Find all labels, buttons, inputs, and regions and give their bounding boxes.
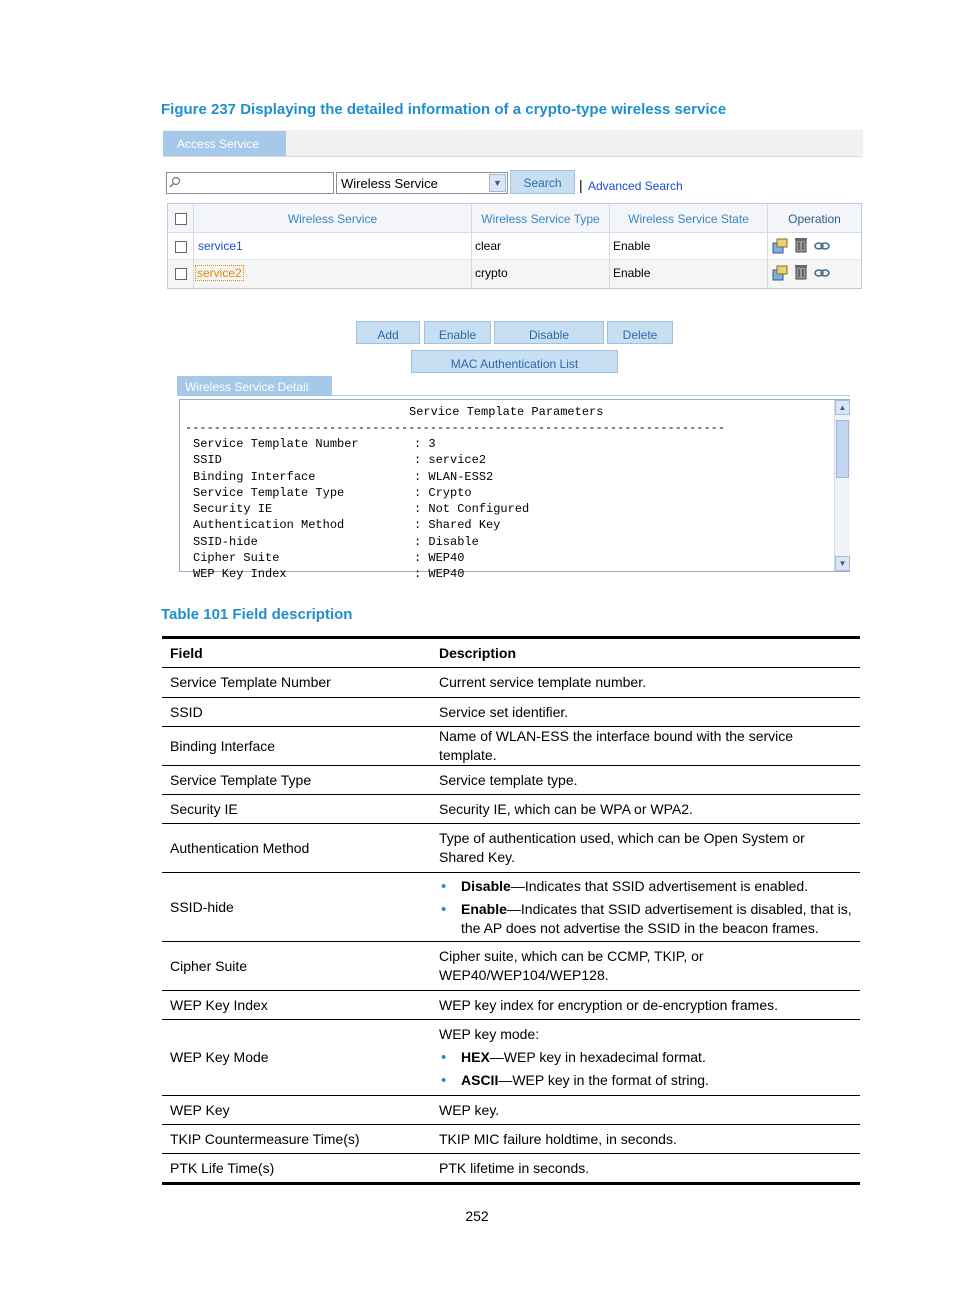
param-key: Security IE bbox=[193, 502, 273, 517]
mac-authentication-list-button[interactable]: MAC Authentication List bbox=[411, 350, 618, 373]
param-key: Service Template Number bbox=[193, 437, 359, 451]
param-key: Authentication Method bbox=[193, 518, 345, 533]
field-cell: Binding Interface bbox=[162, 727, 431, 766]
table-row bbox=[162, 668, 860, 698]
search-icon bbox=[169, 176, 181, 188]
row-checkbox[interactable] bbox=[175, 268, 187, 280]
header-field: Field bbox=[162, 638, 431, 668]
param-key: WEP Key Index bbox=[193, 567, 287, 582]
field-cell: WEP Key bbox=[162, 1096, 431, 1125]
col-header-service-state[interactable]: Wireless Service State bbox=[628, 212, 749, 226]
param-value: WLAN-ESS2 bbox=[428, 469, 494, 484]
param-row: Security IE : Not Configured bbox=[193, 502, 530, 517]
bullet-text: —WEP key in hexadecimal format. bbox=[489, 1049, 706, 1065]
field-cell: PTK Life Time(s) bbox=[162, 1154, 431, 1184]
detail-title: Service Template Parameters bbox=[409, 405, 604, 419]
param-value: WEP40 bbox=[428, 551, 465, 566]
detail-tab-line bbox=[177, 395, 850, 396]
table-row bbox=[162, 873, 860, 942]
table-row bbox=[162, 698, 860, 727]
field-cell: Security IE bbox=[162, 795, 431, 824]
bullet-item bbox=[453, 1048, 852, 1067]
disable-button[interactable]: Disable bbox=[494, 321, 604, 344]
table-row bbox=[162, 766, 860, 795]
bullet-term: HEX bbox=[461, 1049, 490, 1065]
table-row bbox=[162, 1020, 860, 1096]
desc-cell: Service template type. bbox=[431, 766, 860, 795]
row-checkbox[interactable] bbox=[175, 241, 187, 253]
service-state: Enable bbox=[613, 239, 651, 253]
field-cell: WEP Key Mode bbox=[162, 1020, 431, 1096]
desc-cell: Service set identifier. bbox=[431, 698, 860, 727]
param-key: Service Template Type bbox=[193, 485, 345, 500]
field-cell: SSID bbox=[162, 698, 431, 727]
delete-icon[interactable] bbox=[793, 264, 809, 280]
bullet-term: ASCII bbox=[461, 1072, 499, 1088]
detail-icon[interactable] bbox=[772, 265, 788, 281]
figure-caption: Figure 237 Displaying the detailed information of a crypto-type wireless service bbox=[161, 101, 727, 118]
bullet-item bbox=[453, 877, 852, 896]
bullet-term: Disable bbox=[461, 877, 511, 894]
advanced-search-link[interactable]: Advanced Search bbox=[588, 179, 683, 193]
delete-icon[interactable] bbox=[793, 237, 809, 253]
desc-cell bbox=[431, 873, 860, 942]
bullet-text: —WEP key in the format of string. bbox=[498, 1072, 709, 1088]
row-highlight bbox=[168, 260, 861, 288]
param-row: SSID-hide : Disable bbox=[193, 534, 479, 549]
header-description: Description bbox=[431, 638, 860, 668]
tab-access-service[interactable]: Access Service bbox=[163, 131, 286, 156]
bullet-item bbox=[453, 1071, 852, 1090]
desc-cell: Name of WLAN-ESS the interface bound with the service template. bbox=[431, 727, 860, 766]
field-cell: SSID-hide bbox=[162, 873, 431, 942]
desc-cell: PTK lifetime in seconds. bbox=[431, 1154, 860, 1184]
service-type: crypto bbox=[475, 266, 508, 280]
bullet-list bbox=[439, 1048, 852, 1090]
page-number: 252 bbox=[465, 1208, 489, 1224]
param-value: WEP40 bbox=[428, 567, 465, 582]
param-row: Cipher Suite : WEP40 bbox=[193, 551, 465, 566]
bullet-term: Enable bbox=[461, 900, 507, 917]
table-row bbox=[162, 824, 860, 873]
bullet-text: —Indicates that SSID advertisement is enabled. bbox=[510, 877, 809, 894]
desc-cell: TKIP MIC failure holdtime, in seconds. bbox=[431, 1125, 860, 1154]
col-header-wireless-service[interactable]: Wireless Service bbox=[287, 212, 378, 226]
desc-cell: Type of authentication used, which can be Open System or Shared Key. bbox=[431, 824, 860, 873]
param-key: SSID-hide bbox=[193, 534, 258, 549]
param-key: Cipher Suite bbox=[193, 551, 280, 566]
desc-cell: Security IE, which can be WPA or WPA2. bbox=[431, 795, 860, 824]
scroll-down-icon[interactable]: ▼ bbox=[835, 556, 850, 571]
bind-link-icon[interactable] bbox=[814, 238, 830, 254]
param-key: Binding Interface bbox=[193, 469, 316, 484]
desc-cell: Cipher suite, which can be CCMP, TKIP, or WEP40/WEP104/WEP128. bbox=[431, 942, 860, 991]
search-input[interactable] bbox=[166, 172, 334, 194]
enable-button[interactable]: Enable bbox=[424, 321, 491, 344]
scroll-up-icon[interactable]: ▲ bbox=[835, 400, 850, 415]
field-cell: TKIP Countermeasure Time(s) bbox=[162, 1125, 431, 1154]
desc-cell: WEP key index for encryption or de-encryption frames. bbox=[431, 991, 860, 1020]
param-row: SSID : service2 bbox=[193, 453, 487, 468]
field-cell: WEP Key Index bbox=[162, 991, 431, 1020]
separator: | bbox=[579, 177, 583, 193]
table-row bbox=[162, 1125, 860, 1154]
field-description-table bbox=[162, 636, 860, 1185]
detail-rule: --------------------------------------------------------------------------- bbox=[185, 421, 726, 435]
desc-cell: Current service template number. bbox=[431, 668, 860, 698]
table-row bbox=[162, 795, 860, 824]
chevron-down-icon[interactable]: ▼ bbox=[489, 174, 506, 192]
bullet-list bbox=[439, 877, 852, 938]
detail-params bbox=[193, 436, 529, 583]
select-all-checkbox[interactable] bbox=[175, 213, 187, 225]
col-header-operation: Operation bbox=[788, 212, 841, 226]
bullet-text: —Indicates that SSID advertisement is disabled, that is, the AP does not advertise the SSID in the beacon frames. bbox=[461, 900, 852, 936]
add-button[interactable]: Add bbox=[356, 321, 420, 344]
param-row: Authentication Method : Shared Key bbox=[193, 518, 501, 533]
desc-cell bbox=[431, 1020, 860, 1096]
search-field-select[interactable] bbox=[336, 172, 508, 194]
delete-button[interactable]: Delete bbox=[607, 321, 673, 344]
param-row: WEP Key Index : WEP40 bbox=[193, 567, 465, 582]
param-row: Service Template Type : Crypto bbox=[193, 485, 472, 500]
field-cell: Authentication Method bbox=[162, 824, 431, 873]
bullet-item bbox=[453, 900, 852, 938]
param-key: SSID bbox=[193, 453, 222, 468]
param-row: Binding Interface : WLAN-ESS2 bbox=[193, 469, 494, 484]
param-value: 3 bbox=[428, 437, 436, 451]
param-value: Not Configured bbox=[428, 502, 530, 517]
param-row: Service Template Number : 3 bbox=[193, 437, 436, 451]
table-caption: Table 101 Field description bbox=[161, 606, 353, 623]
field-cell: Service Template Number bbox=[162, 668, 431, 698]
param-value: service2 bbox=[428, 453, 487, 468]
table-row bbox=[162, 727, 860, 766]
field-cell: Service Template Type bbox=[162, 766, 431, 795]
col-header-service-type[interactable]: Wireless Service Type bbox=[481, 212, 600, 226]
detail-icon[interactable] bbox=[772, 238, 788, 254]
param-value: Disable bbox=[428, 534, 479, 549]
table-row bbox=[162, 942, 860, 991]
search-button[interactable]: Search bbox=[510, 170, 575, 194]
select-value: Wireless Service bbox=[341, 176, 438, 191]
tab-wireless-service-detail[interactable]: Wireless Service Detail bbox=[177, 376, 332, 396]
field-cell: Cipher Suite bbox=[162, 942, 431, 991]
param-value: Crypto bbox=[428, 485, 472, 500]
service-name-link[interactable]: service1 bbox=[198, 239, 243, 253]
bind-link-icon[interactable] bbox=[814, 265, 830, 281]
param-value: Shared Key bbox=[428, 518, 501, 533]
detail-panel bbox=[179, 399, 850, 582]
table-row bbox=[162, 1096, 860, 1125]
table-row bbox=[162, 991, 860, 1020]
service-state: Enable bbox=[613, 266, 651, 280]
desc-intro: WEP key mode: bbox=[439, 1026, 540, 1042]
service-name-link[interactable]: service2 bbox=[197, 266, 242, 280]
scrollbar-thumb[interactable] bbox=[836, 420, 849, 478]
service-type: clear bbox=[475, 239, 502, 253]
table-row bbox=[162, 1154, 860, 1184]
desc-cell: WEP key. bbox=[431, 1096, 860, 1125]
